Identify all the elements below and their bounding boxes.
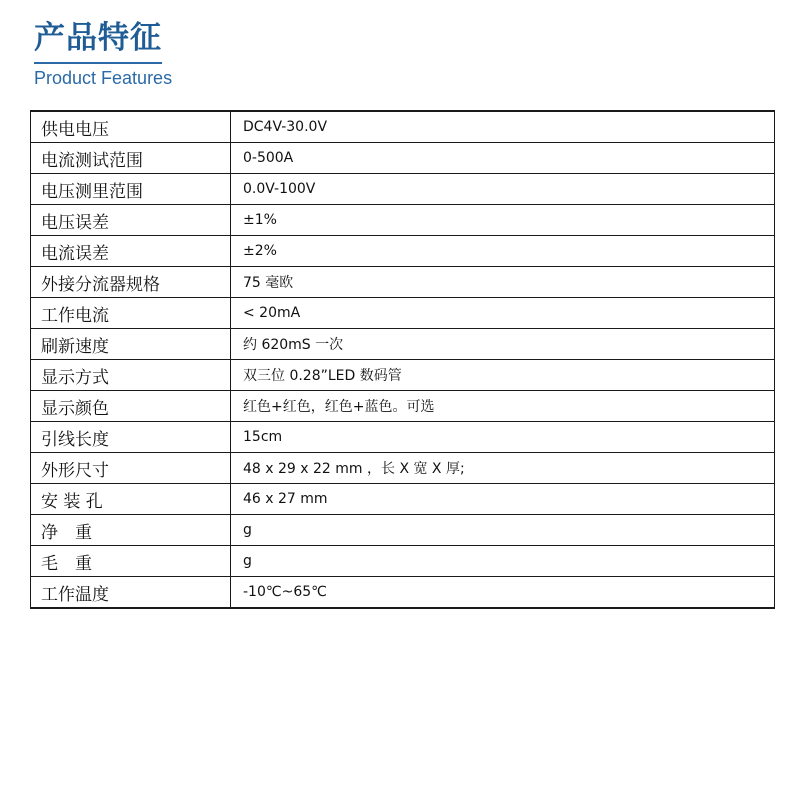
table-row — [31, 391, 775, 422]
spec-label: 外接分流器规格 — [31, 267, 231, 298]
table-row — [31, 111, 775, 143]
table-row — [31, 453, 775, 484]
spec-value: 0.0V-100V — [231, 174, 775, 205]
table-row — [31, 546, 775, 577]
spec-label: 工作温度 — [31, 577, 231, 609]
spec-value: 0-500A — [231, 143, 775, 174]
table-row — [31, 422, 775, 453]
spec-label: 电压测里范围 — [31, 174, 231, 205]
spec-value: 46 x 27 mm — [231, 484, 775, 515]
table-row — [31, 143, 775, 174]
spec-value: 48 x 29 x 22 mm ，长 X 宽 X 厚; — [231, 453, 775, 484]
table-row — [31, 360, 775, 391]
table-row — [31, 236, 775, 267]
spec-value: 75 毫欧 — [231, 267, 775, 298]
table-row — [31, 515, 775, 546]
table-row — [31, 298, 775, 329]
spec-label: 刷新速度 — [31, 329, 231, 360]
spec-value: ±2% — [231, 236, 775, 267]
spec-label: 电流测试范围 — [31, 143, 231, 174]
spec-value: g — [231, 546, 775, 577]
spec-value: 红色+红色，红色+蓝色。可选 — [231, 391, 775, 422]
page-title: 产品特征 — [34, 18, 162, 64]
table-row — [31, 577, 775, 609]
spec-label: 外形尺寸 — [31, 453, 231, 484]
spec-value: DC4V-30.0V — [231, 111, 775, 143]
table-row — [31, 205, 775, 236]
spec-label: 供电电压 — [31, 111, 231, 143]
spec-value: 15cm — [231, 422, 775, 453]
spec-label: 引线长度 — [31, 422, 231, 453]
spec-value: 约 620mS 一次 — [231, 329, 775, 360]
spec-label: 电压误差 — [31, 205, 231, 236]
table-row — [31, 267, 775, 298]
spec-label: 电流误差 — [31, 236, 231, 267]
page-header — [34, 18, 172, 89]
spec-value: < 20mA — [231, 298, 775, 329]
spec-value: -10℃~65℃ — [231, 577, 775, 609]
spec-label: 净 重 — [31, 515, 231, 546]
spec-label: 工作电流 — [31, 298, 231, 329]
spec-label: 显示方式 — [31, 360, 231, 391]
spec-label: 毛 重 — [31, 546, 231, 577]
spec-table — [30, 110, 775, 609]
table-row — [31, 174, 775, 205]
page-subtitle: Product Features — [34, 68, 173, 88]
spec-label: 安 装 孔 — [31, 484, 231, 515]
table-row — [31, 484, 775, 515]
spec-value: ±1% — [231, 205, 775, 236]
table-row — [31, 329, 775, 360]
spec-label: 显示颜色 — [31, 391, 231, 422]
spec-value: 双三位 0.28”LED 数码管 — [231, 360, 775, 391]
spec-value: g — [231, 515, 775, 546]
